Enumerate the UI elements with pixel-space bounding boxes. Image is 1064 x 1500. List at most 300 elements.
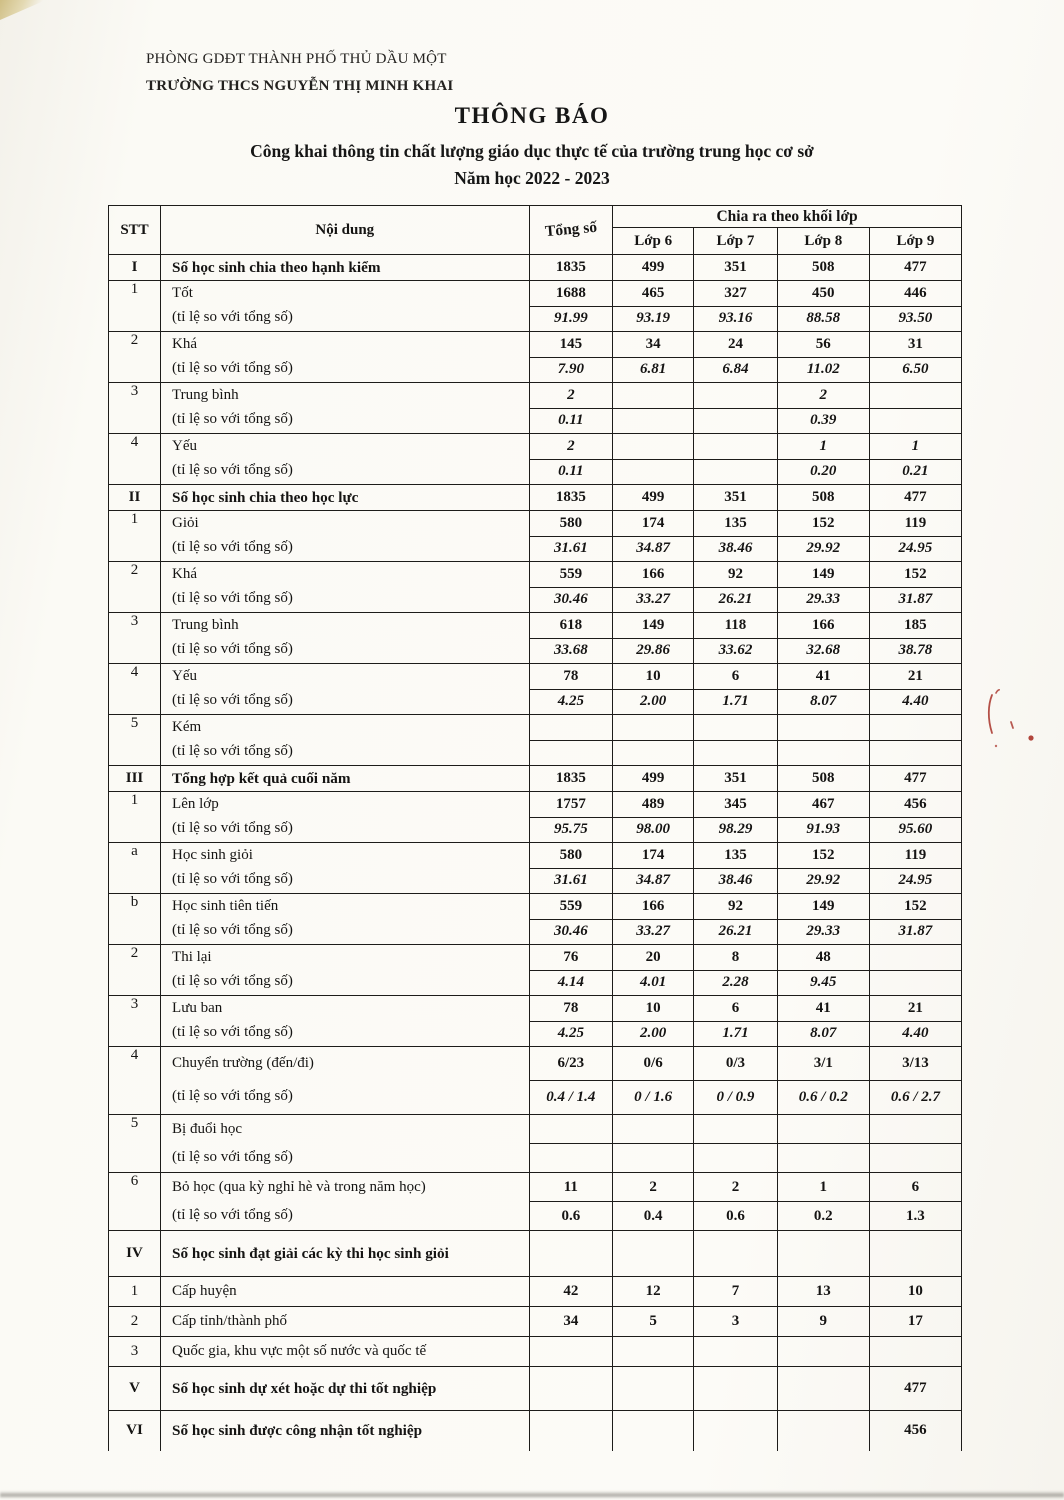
header-grade-6: Lớp 6 (613, 228, 694, 255)
pct-label: (tỉ lệ so với tổng số) (172, 1148, 293, 1165)
value-cell (869, 1115, 961, 1173)
count-value: 31 (870, 332, 961, 358)
pct-value: 33.68 (553, 642, 588, 659)
table-header-row (109, 206, 962, 228)
value-cell (529, 1411, 613, 1451)
value-cell: 42 (529, 1277, 613, 1307)
value-cell (529, 792, 613, 843)
pct-value: 24.95 (898, 872, 933, 889)
value-cell (869, 1173, 961, 1231)
item-label: Yếu (172, 667, 198, 684)
pct-value (613, 409, 693, 434)
value-cell (777, 1173, 869, 1231)
item-label: Khá (172, 565, 198, 582)
count-value: 78 (530, 996, 613, 1022)
pct-value: 24.95 (898, 540, 933, 557)
count-value: 92 (694, 562, 777, 588)
pct-value: 93.50 (898, 310, 933, 327)
count-value: 166 (613, 562, 693, 588)
pct-value: 29.92 (806, 540, 841, 557)
label-cell: Số học sinh đạt giải các kỳ thi học sinh giỏi (161, 1231, 530, 1277)
count-value: 185 (870, 613, 961, 639)
pct-value: 31.87 (898, 591, 933, 608)
count-value (870, 715, 961, 741)
pct-value: 95.75 (553, 821, 588, 838)
pct-label: (tỉ lệ so với tổng số) (172, 871, 293, 888)
pct-value: 26.21 (718, 591, 753, 608)
item-label: Thi lại (172, 948, 212, 965)
item-row (109, 1173, 962, 1231)
pct-label: (tỉ lệ so với tổng số) (172, 539, 293, 556)
value-cell (613, 383, 694, 434)
value-cell (694, 1231, 778, 1277)
org-school: TRƯỜNG THCS NGUYỄN THỊ MINH KHAI (146, 78, 454, 94)
label-cell: Tổng hợp kết quả cuối năm (161, 766, 530, 792)
count-value: 41 (778, 996, 869, 1022)
pct-value: 4.14 (557, 974, 584, 991)
pct-value: 98.00 (636, 821, 671, 838)
pct-label: (tỉ lệ so với tổng số) (172, 360, 293, 377)
quality-report-table (108, 205, 962, 1451)
count-value: 1 (778, 1173, 869, 1202)
value-cell (869, 1337, 961, 1367)
section-row (109, 1367, 962, 1411)
value-cell (869, 792, 961, 843)
label-cell (161, 664, 530, 715)
pct-value (613, 1144, 693, 1172)
pct-value: 2.00 (640, 693, 667, 710)
section-row (109, 255, 962, 281)
pct-value (870, 409, 961, 434)
pct-value: 0.21 (902, 463, 929, 480)
value-cell (529, 996, 613, 1047)
value-cell (529, 843, 613, 894)
value-cell (529, 281, 613, 332)
count-value: 152 (870, 894, 961, 920)
label-cell (161, 281, 530, 332)
count-value (870, 1115, 961, 1144)
value-cell (869, 664, 961, 715)
pct-value (530, 1144, 613, 1172)
pct-value: 31.61 (553, 540, 588, 557)
count-value: 0/6 (613, 1047, 693, 1081)
pct-label: (tỉ lệ so với tổng số) (172, 820, 293, 837)
pct-value (530, 741, 613, 766)
count-value: 21 (870, 664, 961, 690)
value-cell (777, 434, 869, 485)
pct-value: 30.46 (553, 591, 588, 608)
header-grade-8: Lớp 8 (777, 228, 869, 255)
value-cell (529, 1115, 613, 1173)
item-row (109, 894, 962, 945)
red-ink-smudge (980, 683, 1040, 755)
value-cell (777, 1367, 869, 1411)
value-cell (694, 945, 778, 996)
stt-cell: 2 (109, 562, 161, 613)
stt-cell: b (109, 894, 161, 945)
value-cell (694, 664, 778, 715)
item-row (109, 613, 962, 664)
count-value: 559 (530, 894, 613, 920)
value-cell (777, 1337, 869, 1367)
header-chia-ra: Chia ra theo khối lớp (613, 206, 962, 228)
value-cell: 1835 (529, 485, 613, 511)
pct-value: 7.90 (557, 361, 584, 378)
value-cell: 17 (869, 1307, 961, 1337)
value-cell: 508 (777, 485, 869, 511)
pct-value: 34.87 (636, 540, 671, 557)
pct-value: 0.39 (810, 412, 837, 429)
pct-value: 11.02 (806, 361, 840, 378)
count-value: 21 (870, 996, 961, 1022)
value-cell (613, 664, 694, 715)
school-year: Năm học 2022 - 2023 (454, 168, 610, 188)
pct-value: 0 / 0.9 (716, 1089, 755, 1105)
count-value (870, 383, 961, 409)
pct-label: (tỉ lệ so với tổng số) (172, 743, 293, 760)
pct-label: (tỉ lệ so với tổng số) (172, 1206, 293, 1223)
count-value: 1 (778, 434, 869, 460)
value-cell (694, 1047, 778, 1115)
value-cell (869, 894, 961, 945)
header-noi-dung: Nội dung (161, 206, 530, 255)
item-row (109, 511, 962, 562)
value-cell (869, 511, 961, 562)
pct-value: 31.87 (898, 923, 933, 940)
stt-cell: 2 (109, 332, 161, 383)
count-value: 135 (694, 511, 777, 537)
value-cell (529, 434, 613, 485)
header-tong-so (529, 206, 613, 255)
label-cell (161, 1173, 530, 1231)
pct-value: 33.62 (718, 642, 753, 659)
value-cell: 499 (613, 485, 694, 511)
value-cell (694, 434, 778, 485)
pct-value: 1.71 (722, 693, 749, 710)
count-value: 24 (694, 332, 777, 358)
stt-cell: II (109, 485, 161, 511)
count-value: 48 (778, 945, 869, 971)
value-cell (613, 562, 694, 613)
count-value: 78 (530, 664, 613, 690)
value-cell: 351 (694, 255, 778, 281)
count-value: 489 (613, 792, 693, 818)
count-value (613, 1115, 693, 1144)
value-cell: 1835 (529, 766, 613, 792)
value-cell (777, 996, 869, 1047)
value-cell (613, 843, 694, 894)
stt-cell: VI (109, 1411, 161, 1451)
pct-value: 38.46 (718, 540, 753, 557)
pct-value: 8.07 (810, 693, 837, 710)
value-cell (869, 843, 961, 894)
item-row (109, 843, 962, 894)
item-label: Khá (172, 335, 198, 352)
value-cell (869, 715, 961, 766)
count-value: 1757 (530, 792, 613, 818)
pct-label: (tỉ lệ so với tổng số) (172, 462, 293, 479)
value-cell (869, 383, 961, 434)
pct-value: 4.25 (557, 1025, 584, 1042)
pct-value: 4.40 (902, 693, 929, 710)
count-value: 456 (870, 792, 961, 818)
value-cell (777, 715, 869, 766)
label-cell (161, 1047, 530, 1115)
header-tong-so-text: Tổng số (544, 218, 598, 241)
pct-label: (tỉ lệ so với tổng số) (172, 973, 293, 990)
item-row (109, 562, 962, 613)
count-value: 41 (778, 664, 869, 690)
label-cell (161, 511, 530, 562)
value-cell (694, 792, 778, 843)
value-cell (529, 332, 613, 383)
value-cell (777, 894, 869, 945)
count-value: 118 (694, 613, 777, 639)
pct-value: 4.25 (557, 693, 584, 710)
pct-label: (tỉ lệ so với tổng số) (172, 692, 293, 709)
stt-cell: 2 (109, 1307, 161, 1337)
pct-value: 32.68 (806, 642, 841, 659)
label-cell (161, 613, 530, 664)
pct-value: 1.71 (722, 1025, 749, 1042)
count-value: 145 (530, 332, 613, 358)
header-grade-9: Lớp 9 (869, 228, 961, 255)
value-cell: 477 (869, 1367, 961, 1411)
pct-value: 4.01 (640, 974, 667, 991)
count-value (870, 945, 961, 971)
value-cell (777, 945, 869, 996)
label-cell (161, 434, 530, 485)
label-cell (161, 894, 530, 945)
value-cell: 351 (694, 485, 778, 511)
value-cell: 499 (613, 766, 694, 792)
value-cell (613, 1337, 694, 1367)
pct-value: 91.99 (553, 310, 588, 327)
count-value (778, 1115, 869, 1144)
value-cell: 34 (529, 1307, 613, 1337)
count-value (530, 1115, 613, 1144)
value-cell: 7 (694, 1277, 778, 1307)
pct-value: 31.61 (553, 872, 588, 889)
value-cell (613, 1047, 694, 1115)
value-cell (694, 715, 778, 766)
item-row (109, 715, 962, 766)
label-cell (161, 332, 530, 383)
pct-value (778, 741, 869, 766)
value-cell (694, 1337, 778, 1367)
org-header (146, 46, 453, 100)
value-cell (777, 613, 869, 664)
count-value: 2 (530, 434, 613, 460)
value-cell (694, 996, 778, 1047)
pct-label: (tỉ lệ so với tổng số) (172, 309, 293, 326)
value-cell (529, 715, 613, 766)
value-cell (777, 792, 869, 843)
value-cell (777, 843, 869, 894)
item-row (109, 1047, 962, 1115)
value-cell (777, 1115, 869, 1173)
pct-value: 0.6 / 0.2 (798, 1089, 848, 1105)
value-cell (613, 1411, 694, 1451)
value-cell (777, 383, 869, 434)
label-cell (161, 562, 530, 613)
value-cell (869, 562, 961, 613)
stt-cell: 3 (109, 613, 161, 664)
section-row (109, 1411, 962, 1451)
item-row (109, 1337, 962, 1367)
stt-cell: 1 (109, 281, 161, 332)
pct-value: 0.6 (561, 1207, 581, 1224)
count-value: 149 (613, 613, 693, 639)
pct-value: 0.6 (726, 1207, 745, 1224)
count-value: 580 (530, 511, 613, 537)
value-cell (694, 1173, 778, 1231)
value-cell (694, 511, 778, 562)
value-cell (613, 1173, 694, 1231)
label-cell: Quốc gia, khu vực một số nước và quốc tế (161, 1337, 530, 1367)
value-cell (869, 613, 961, 664)
value-cell (529, 664, 613, 715)
pct-value: 93.19 (636, 310, 671, 327)
value-cell: 477 (869, 255, 961, 281)
value-cell (613, 434, 694, 485)
value-cell: 3 (694, 1307, 778, 1337)
value-cell (529, 1367, 613, 1411)
stt-cell: 3 (109, 996, 161, 1047)
pct-value: 29.92 (806, 872, 841, 889)
pct-value: 29.33 (806, 923, 841, 940)
pct-value: 0 / 1.6 (634, 1089, 673, 1105)
pct-value: 0.2 (813, 1207, 833, 1224)
count-value: 8 (694, 945, 777, 971)
pct-label: (tỉ lệ so với tổng số) (172, 1088, 293, 1104)
item-row (109, 664, 962, 715)
pct-value: 0.6 / 2.7 (890, 1089, 941, 1105)
label-cell: Cấp huyện (161, 1277, 530, 1307)
org-department: PHÒNG GDĐT THÀNH PHỐ THỦ DẦU MỘT (146, 51, 447, 67)
stt-cell: 4 (109, 434, 161, 485)
count-value (694, 383, 777, 409)
stt-cell: V (109, 1367, 161, 1411)
value-cell (694, 1411, 778, 1451)
section-row (109, 1231, 962, 1277)
value-cell (777, 281, 869, 332)
label-cell: Số học sinh được công nhận tốt nghiệp (161, 1411, 530, 1451)
value-cell (529, 1337, 613, 1367)
pct-value: 91.93 (806, 821, 841, 838)
count-value: 152 (870, 562, 961, 588)
pct-label: (tỉ lệ so với tổng số) (172, 922, 293, 939)
value-cell: 10 (869, 1277, 961, 1307)
count-value: 6 (694, 664, 777, 690)
count-value: 559 (530, 562, 613, 588)
count-value: 174 (613, 843, 693, 869)
value-cell (869, 281, 961, 332)
count-value: 467 (778, 792, 869, 818)
value-cell: 5 (613, 1307, 694, 1337)
value-cell (869, 945, 961, 996)
stt-cell: 2 (109, 945, 161, 996)
value-cell (613, 792, 694, 843)
count-value: 3/13 (870, 1047, 961, 1081)
value-cell (869, 996, 961, 1047)
pct-value (694, 409, 777, 434)
value-cell (613, 1231, 694, 1277)
pct-label: (tỉ lệ so với tổng số) (172, 641, 293, 658)
stt-cell: 1 (109, 511, 161, 562)
pct-value: 29.33 (806, 591, 841, 608)
item-row (109, 945, 962, 996)
count-value (694, 434, 777, 460)
value-cell: 13 (777, 1277, 869, 1307)
value-cell: 1835 (529, 255, 613, 281)
value-cell (869, 434, 961, 485)
pct-label: (tỉ lệ so với tổng số) (172, 411, 293, 428)
value-cell (694, 1115, 778, 1173)
label-cell (161, 715, 530, 766)
value-cell: 456 (869, 1411, 961, 1451)
pct-value: 6.84 (722, 361, 749, 378)
pct-value: 29.86 (636, 642, 671, 659)
value-cell (869, 1047, 961, 1115)
pct-value: 38.46 (718, 872, 753, 889)
pct-value (870, 1144, 961, 1172)
count-value: 1688 (530, 281, 613, 307)
value-cell (529, 1231, 613, 1277)
label-cell: Cấp tỉnh/thành phố (161, 1307, 530, 1337)
count-value: 166 (613, 894, 693, 920)
pct-value: 0.11 (558, 412, 584, 429)
value-cell (613, 715, 694, 766)
pct-value: 2.00 (640, 1025, 667, 1042)
pct-value: 6.81 (640, 361, 667, 378)
value-cell: 477 (869, 485, 961, 511)
pct-value (778, 1144, 869, 1172)
pct-value: 0.4 / 1.4 (546, 1089, 596, 1105)
pct-value: 1.3 (906, 1207, 925, 1224)
header-grade-7: Lớp 7 (694, 228, 778, 255)
value-cell: 508 (777, 255, 869, 281)
item-label: Kém (172, 718, 202, 735)
pct-value: 8.07 (810, 1025, 837, 1042)
item-label: Bị đuổi học (172, 1120, 243, 1137)
count-value: 0/3 (694, 1047, 777, 1081)
pct-value: 2.28 (722, 974, 749, 991)
count-value: 20 (613, 945, 693, 971)
count-value (694, 1115, 777, 1144)
count-value (613, 715, 693, 741)
value-cell (777, 1231, 869, 1277)
value-cell (694, 562, 778, 613)
value-cell (777, 1411, 869, 1451)
item-row (109, 332, 962, 383)
count-value: 34 (613, 332, 693, 358)
pct-value (613, 460, 693, 485)
label-cell (161, 945, 530, 996)
item-label: Lên lớp (172, 795, 219, 812)
value-cell: 499 (613, 255, 694, 281)
item-row (109, 1307, 962, 1337)
pct-value (870, 741, 961, 766)
pct-value: 34.87 (636, 872, 671, 889)
pct-value: 0.4 (643, 1207, 663, 1224)
stt-cell: 5 (109, 1115, 161, 1173)
stt-cell: 3 (109, 1337, 161, 1367)
count-value: 149 (778, 562, 869, 588)
item-label: Chuyển trường (đến/đi) (172, 1055, 314, 1071)
pct-label: (tỉ lệ so với tổng số) (172, 590, 293, 607)
stt-cell: 6 (109, 1173, 161, 1231)
